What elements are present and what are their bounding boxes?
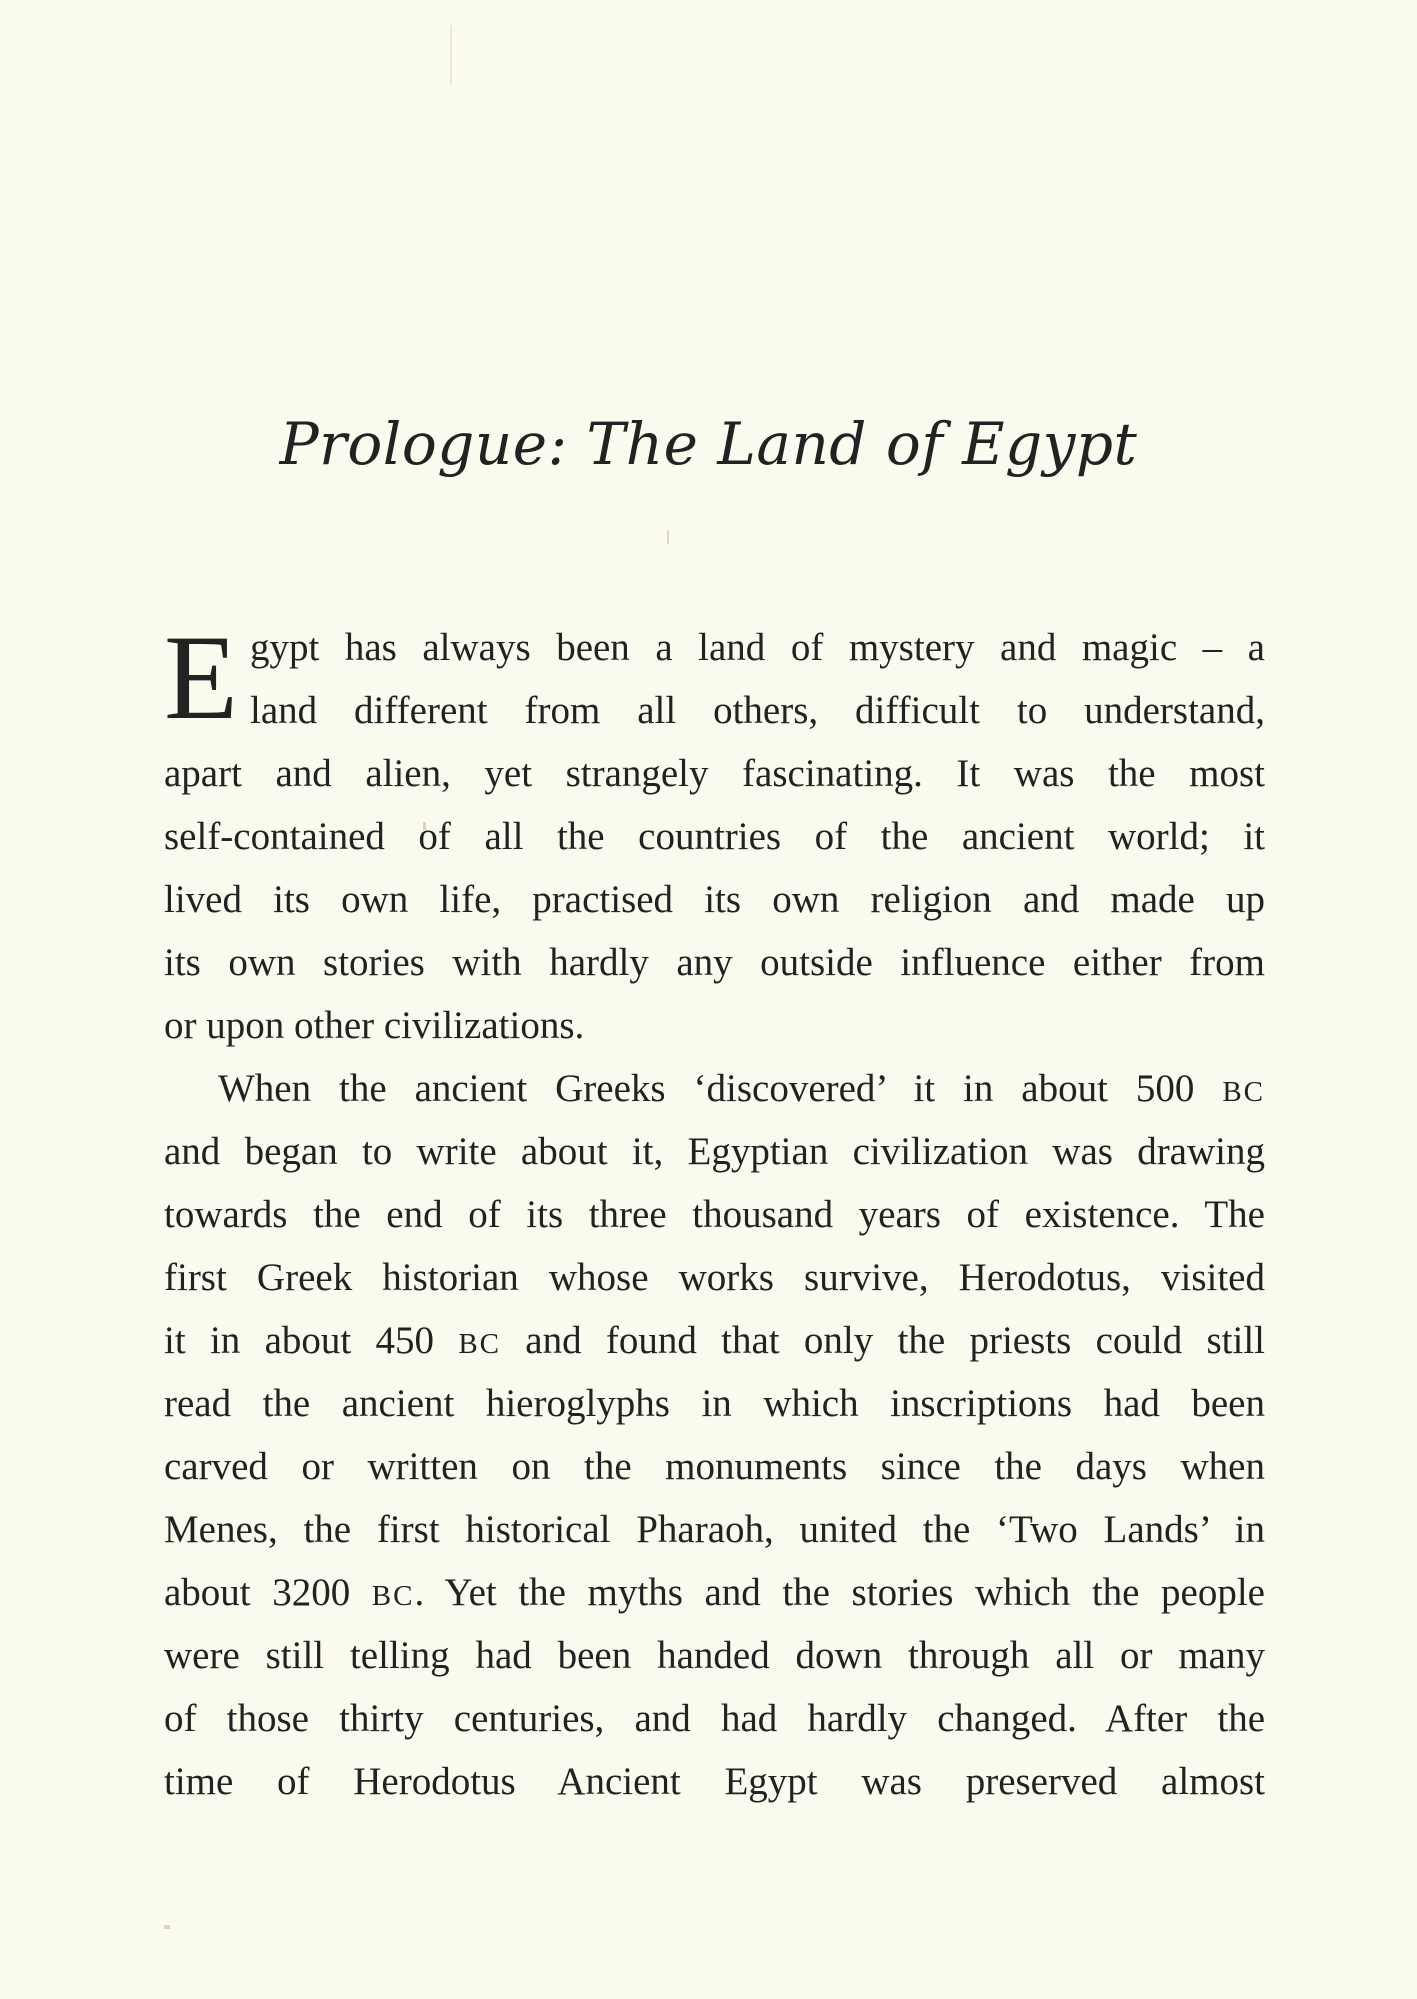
text-line: it in about 450 BC and found that only the priests could still (164, 1319, 1265, 1362)
era-abbreviation: BC (458, 1328, 501, 1360)
text-line: about 3200 BC. Yet the myths and the stories which the people (164, 1571, 1265, 1614)
era-abbreviation: BC (1222, 1076, 1265, 1108)
text-line: land different from all others, difficult to understand, (250, 689, 1265, 732)
text-line: When the ancient Greeks ‘discovered’ it in about 500 BC (218, 1067, 1265, 1110)
paper-speck (164, 1925, 170, 1929)
paragraph-2 (164, 1057, 1265, 1813)
text-line: of those thirty centuries, and had hardly changed. After the (164, 1697, 1265, 1740)
text-line: self-contained of all the countries of the ancient world; it (164, 815, 1265, 858)
text-line: or upon other civilizations. (164, 1004, 585, 1047)
text-line: time of Herodotus Ancient Egypt was preserved almost (164, 1760, 1265, 1803)
era-abbreviation: BC (371, 1580, 415, 1612)
text-line: carved or written on the monuments since the days when (164, 1445, 1265, 1488)
chapter-title: Prologue: The Land of Egypt (279, 410, 1138, 478)
drop-cap: E (164, 611, 238, 745)
paper-speck (450, 25, 452, 85)
text-line: were still telling had been handed down through all or many (164, 1634, 1265, 1677)
text-line: first Greek historian whose works survive, Herodotus, visited (164, 1256, 1265, 1299)
text-line: towards the end of its three thousand years of existence. The (164, 1193, 1265, 1236)
text-line: gypt has always been a land of mystery and magic – a (250, 626, 1265, 669)
text-line: read the ancient hieroglyphs in which inscriptions had been (164, 1382, 1265, 1425)
paragraph-1 (164, 611, 1265, 1057)
text-line: lived its own life, practised its own religion and made up (164, 878, 1265, 921)
paper-speck (667, 530, 669, 544)
paper-speck (423, 822, 426, 830)
text-line: Menes, the first historical Pharaoh, united the ‘Two Lands’ in (164, 1508, 1265, 1551)
text-line: its own stories with hardly any outside influence either from (164, 941, 1265, 984)
text-line: apart and alien, yet strangely fascinating. It was the most (164, 752, 1265, 795)
text-line: and began to write about it, Egyptian civilization was drawing (164, 1130, 1265, 1173)
